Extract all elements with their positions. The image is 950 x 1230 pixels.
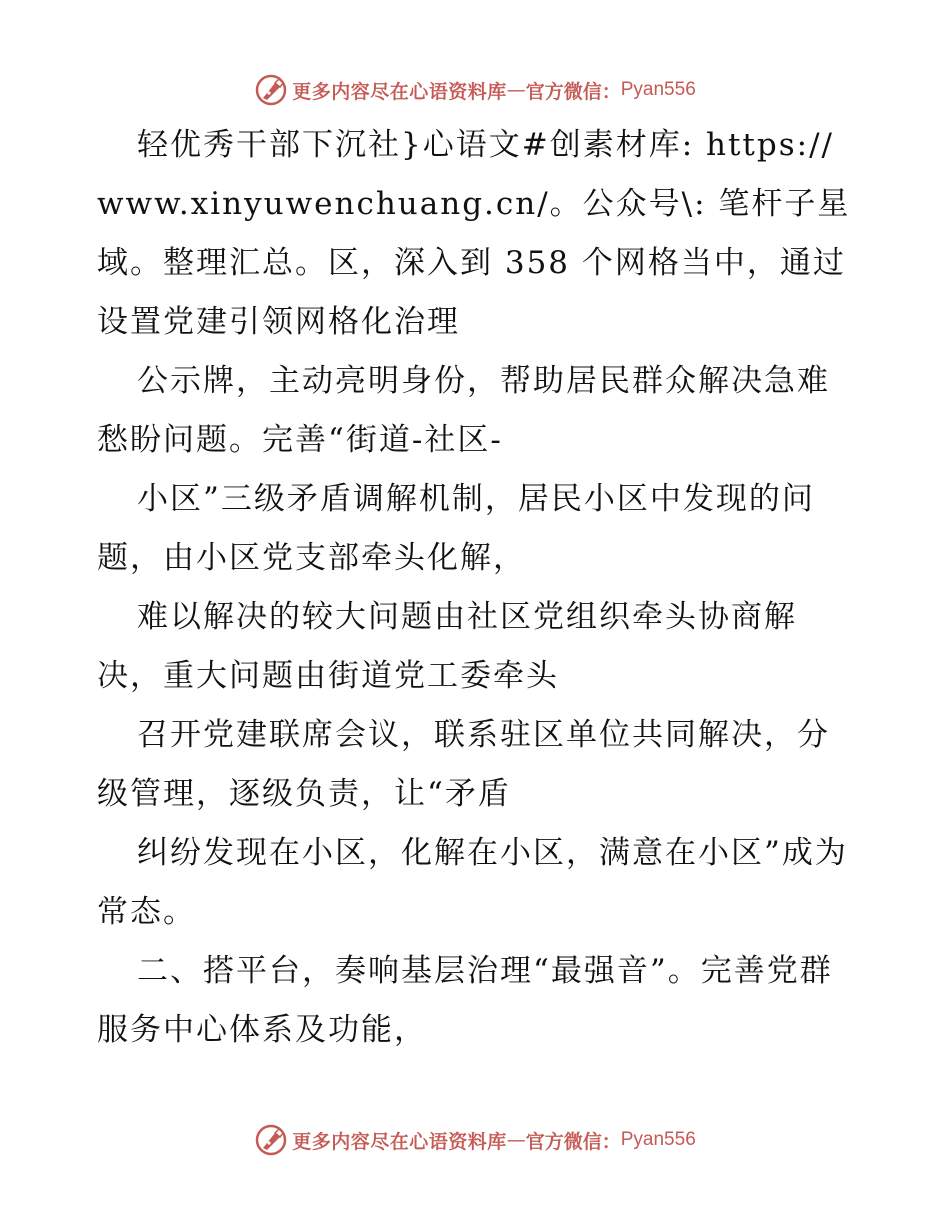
paragraph-6: 纠纷发现在小区，化解在小区，满意在小区”成为常态。	[97, 835, 848, 930]
header-contact-id: Pyan556	[620, 79, 696, 100]
header-contact-label: 官方微信：	[525, 80, 621, 103]
header-separator: —	[506, 79, 526, 101]
footer-banner	[0, 1120, 950, 1160]
footer-brand-text: 更多内容尽在心语资料库	[292, 1130, 507, 1153]
pen-nib-logo-icon	[254, 73, 288, 107]
header-banner	[0, 70, 950, 110]
document-body	[97, 116, 857, 1060]
footer-contact-id: Pyan556	[620, 1129, 696, 1150]
paragraph-2: 公示牌，主动亮明身份，帮助居民群众解决急难愁盼问题。完善“街道-社区-	[97, 363, 830, 458]
footer-separator: —	[506, 1129, 526, 1151]
paragraph-1: 轻优秀干部下沉社}心语文#创素材库: https://www.xinyuwenchuang.cn/。公众号\: 笔杆子星域。整理汇总。区，深入到 358 个网格当中，通过设置党建引领网格化治理	[97, 127, 851, 340]
header-brand-text: 更多内容尽在心语资料库	[292, 80, 507, 103]
footer-contact-label: 官方微信：	[525, 1130, 621, 1153]
paragraph-3: 小区”三级矛盾调解机制，居民小区中发现的问题，由小区党支部牵头化解，	[97, 481, 815, 576]
paragraph-5: 召开党建联席会议，联系驻区单位共同解决，分级管理，逐级负责，让“矛盾	[97, 717, 830, 812]
paragraph-7: 二、搭平台，奏响基层治理“最强音”。完善党群服务中心体系及功能，	[97, 953, 833, 1048]
pen-nib-logo-icon	[254, 1123, 288, 1157]
paragraph-4: 难以解决的较大问题由社区党组织牵头协商解决，重大问题由街道党工委牵头	[97, 599, 797, 694]
